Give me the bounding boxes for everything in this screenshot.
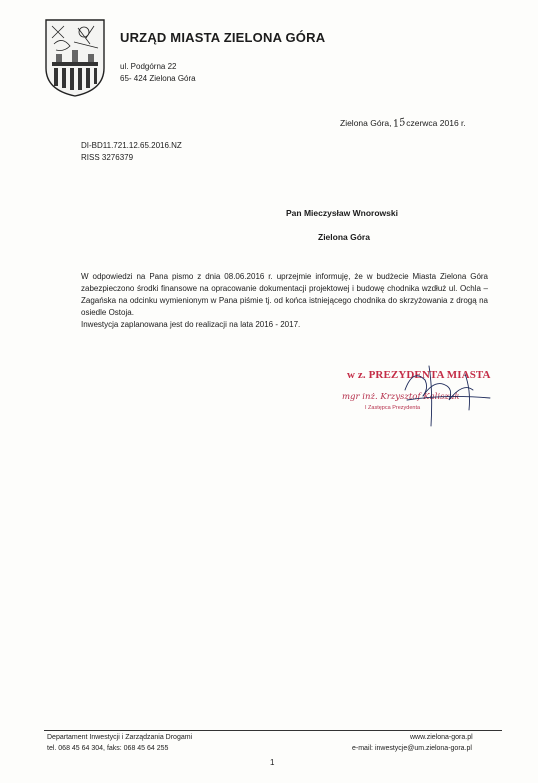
city-coat-of-arms [44, 18, 106, 98]
issuer-name: URZĄD MIASTA ZIELONA GÓRA [120, 30, 326, 45]
place-prefix: Zielona Góra, [340, 118, 392, 128]
place-date [340, 118, 466, 129]
footer-phone: tel. 068 45 64 304, faks: 068 45 64 255 [47, 745, 169, 752]
letter-body [81, 271, 488, 331]
riss-number: RISS 3276379 [81, 153, 134, 162]
handwritten-signature [395, 360, 505, 430]
month-year: czerwca 2016 r. [406, 118, 466, 128]
body-paragraph: Inwestycja zaplanowana jest do realizacji na lata 2016 - 2017. [81, 320, 301, 329]
addressee-city: Zielona Góra [318, 232, 370, 242]
addressee-name: Pan Mieczysław Wnorowski [286, 208, 398, 218]
stamp-title: w z. PREZYDENTA MIASTA [347, 369, 491, 381]
issuer-postal: 65- 424 Zielona Góra [120, 74, 196, 83]
stamp-name: mgr inż. Krzysztof Kaliszuk [342, 392, 460, 402]
handwritten-day: 15 [391, 116, 407, 131]
issuer-street: ul. Podgórna 22 [120, 62, 177, 71]
footer-website: www.zielona-gora.pl [410, 734, 473, 741]
page-number: 1 [270, 758, 275, 767]
reference-number: DI-BD11.721.12.65.2016.NZ [81, 141, 182, 150]
body-paragraph: W odpowiedzi na Pana pismo z dnia 08.06.2016 r. uprzejmie informuję, że w budżecie Miasta Zielona Góra zabezpieczono środki finansowe na opracowanie dokumentacji projektowej i budowę chodnika wzdłuż ul. Ochla – Zagańska na odcinku wymienionym w Pana piśmie tj. od końca istniejącego chodnika do skrzyżowania z drogą na osiedle Ostoja. [81, 272, 488, 317]
footer-department: Departament Inwestycji i Zarządzania Drogami [47, 734, 193, 741]
footer-email: e-mail: inwestycje@um.zielona-gora.pl [352, 745, 472, 752]
footer-divider [44, 730, 502, 731]
stamp-role: I Zastępca Prezydenta [365, 405, 421, 411]
